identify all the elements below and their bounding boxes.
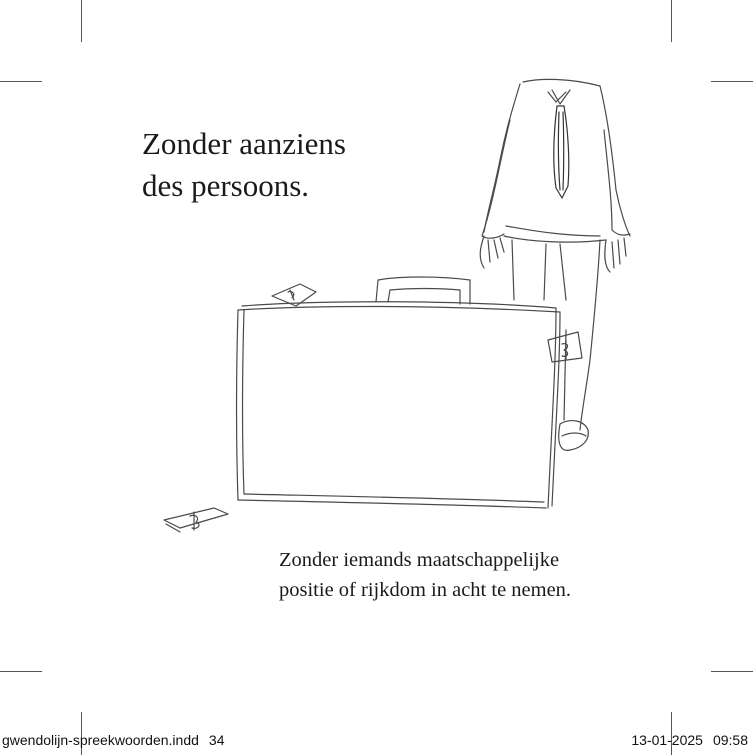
print-slug-line: [0, 730, 753, 752]
man-figure: [480, 79, 630, 450]
slug-time: 09:58: [712, 732, 748, 748]
briefcase: [237, 277, 583, 508]
slug-left: [2, 732, 224, 748]
slug-right: [631, 732, 748, 748]
proverb-title-line-2: des persoons.: [142, 168, 310, 203]
explanation-line-1: Zonder iemands maatschappelijke: [279, 549, 560, 571]
slug-page-number: 34: [208, 732, 225, 748]
proverb-explanation: [279, 545, 571, 605]
explanation-line-2: positie of rijkdom in acht te nemen.: [279, 579, 572, 601]
dropped-banknote: [164, 508, 228, 532]
proverb-title-line-1: Zonder aanziens: [142, 126, 346, 161]
slug-date: 13-01-2025: [631, 732, 703, 748]
slug-filename: gwendolijn-spreekwoorden.indd: [2, 732, 199, 748]
